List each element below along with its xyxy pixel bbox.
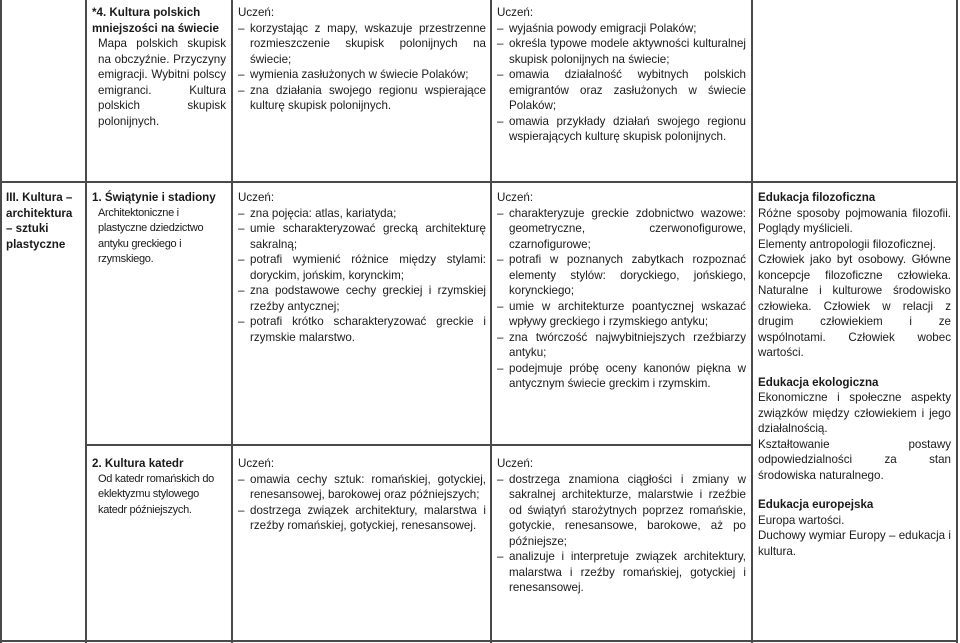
list-item: – wymienia zasłużonych w świecie Polaków; <box>238 67 486 83</box>
list-item: – potrafi wymienić różnice między stylami: doryckim, jońskim, korynckim; <box>238 252 486 283</box>
list-item: – korzystając z mapy, wskazuje przestrzenne rozmieszczenie skupisk polonijnych na świecie; <box>238 21 486 68</box>
extended-requirements-cell <box>497 5 746 145</box>
extended-requirements-cell <box>497 456 746 596</box>
topic-cell <box>92 456 226 518</box>
grid-line <box>0 640 958 642</box>
basic-heading: Uczeń: <box>238 457 275 470</box>
grid-line <box>0 181 958 183</box>
education-text: Człowiek jako byt osobowy. Główne koncepcje filozoficzne człowieka. Naturalne i kulturowe środowisko człowieka. Człowiek w relacji z drugim człowiekiem i ze wspólnotami. Człowiek wobec wartości. <box>758 253 951 359</box>
basic-heading: Uczeń: <box>238 191 275 204</box>
education-text: Różne sposoby pojmowania filozofii. Poglądy myślicieli. <box>758 206 951 235</box>
list-item: – umie w architekturze poantycznej wskazać wpływy greckiego i rzymskiego antyku; <box>497 299 746 330</box>
list-item: – omawia działalność wybitnych polskich emigrantów oraz zasłużonych w świecie Polaków; <box>497 67 746 114</box>
topic-title: 2. Kultura katedr <box>92 457 184 470</box>
list-item: – charakteryzuje greckie zdobnictwo wazowe: geometryczne, czerwonofigurowe, czarnofigurowe; <box>497 206 746 253</box>
grid-line <box>956 0 958 643</box>
grid-line <box>0 0 2 643</box>
extended-heading: Uczeń: <box>497 6 534 19</box>
list-item: – wyjaśnia powody emigracji Polaków; <box>497 21 746 37</box>
list-item: – zna działania swojego regionu wspierające kulturę skupisk polonijnych. <box>238 83 486 114</box>
grid-line <box>490 0 492 643</box>
education-title: Edukacja filozoficzna <box>758 191 876 204</box>
list-item: – podejmuje próbę oceny kanonów piękna w antycznym świecie greckim i rzymskim. <box>497 361 746 392</box>
list-item: – dostrzega znamiona ciągłości i zmiany w sakralnej architekturze, malarstwie i rzeźbie od świątyń starożytnych poprzez romańskie, gotyckie, renesansowe, barokowe, aż po późniejsze; <box>497 472 746 550</box>
grid-line <box>751 0 753 643</box>
education-text: Kształtowanie postawy odpowiedzialności za stan środowiska naturalnego. <box>758 437 951 482</box>
topic-description: Od katedr romańskich do eklektyzmu stylowego katedr późniejszych. <box>98 472 214 516</box>
list-item: – omawia przykłady działań swojego regionu wspierających kulturę skupisk polonijnych. <box>497 114 746 145</box>
list-item: – omawia cechy sztuk: romańskiej, gotyckiej, renesansowej, barokowej oraz późniejszych; <box>238 472 486 503</box>
extended-requirements-cell <box>497 190 746 392</box>
list-item: – zna twórczość najwybitniejszych rzeźbiarzy antyku; <box>497 330 746 361</box>
basic-requirements-cell <box>238 5 486 114</box>
education-text: Ekonomiczne i społeczne aspekty związków między człowiekiem i jego działalnością. <box>758 391 951 435</box>
education-text: Duchowy wymiar Europy – edukacja i kultura. <box>758 529 951 558</box>
topic-cell <box>92 5 226 129</box>
education-title: Edukacja ekologiczna <box>758 375 879 389</box>
topic-description: Mapa polskich skupisk na obczyźnie. Przyczyny emigracji. Wybitni polscy emigranci. Kultura polskich skupisk polonijnych. <box>98 37 226 128</box>
extended-heading: Uczeń: <box>497 191 534 204</box>
topic-cell <box>92 190 226 268</box>
basic-requirements-cell <box>238 190 486 345</box>
list-item: – zna podstawowe cechy greckiej i rzymskiej rzeźby antycznej; <box>238 283 486 314</box>
list-item: – dostrzega związek architektury, malarstwa i rzeźby romańskiej, gotyckiej, renesansowej. <box>238 503 486 534</box>
topic-title: 1. Świątynie i stadiony <box>92 191 216 204</box>
cross-curricular-education-cell <box>758 190 951 559</box>
list-item: – umie scharakteryzować grecką architekturę sakralną; <box>238 221 486 252</box>
education-text: Europa wartości. <box>758 513 845 527</box>
list-item: – potrafi w poznanych zabytkach rozpoznać elementy stylów: doryckiego, jońskiego, korynckiego; <box>497 252 746 299</box>
list-item: – potrafi krótko scharakteryzować greckie i rzymskie malarstwo. <box>238 314 486 345</box>
list-item: – określa typowe modele aktywności kulturalnej skupisk polonijnych na świecie; <box>497 36 746 67</box>
grid-line <box>231 0 233 643</box>
basic-heading: Uczeń: <box>238 6 275 19</box>
extended-heading: Uczeń: <box>497 457 534 470</box>
education-text: Elementy antropologii filozoficznej. <box>758 237 936 251</box>
section-title: III. Kultura – architektura – sztuki plastyczne <box>6 191 73 251</box>
topic-description: Architektoniczne i plastyczne dziedzictwo antyku greckiego i rzymskiego. <box>98 206 204 265</box>
list-item: – analizuje i interpretuje związek architektury, malarstwa i rzeźby romańskiej, gotyckiej i renesansowej. <box>497 549 746 596</box>
education-title: Edukacja europejska <box>758 498 874 511</box>
list-item: – zna pojęcia: atlas, kariatyda; <box>238 206 486 222</box>
basic-requirements-cell <box>238 456 486 534</box>
grid-line <box>85 0 87 643</box>
topic-title: *4. Kultura polskich mniejszości na świecie <box>92 6 219 35</box>
grid-line <box>87 444 751 446</box>
